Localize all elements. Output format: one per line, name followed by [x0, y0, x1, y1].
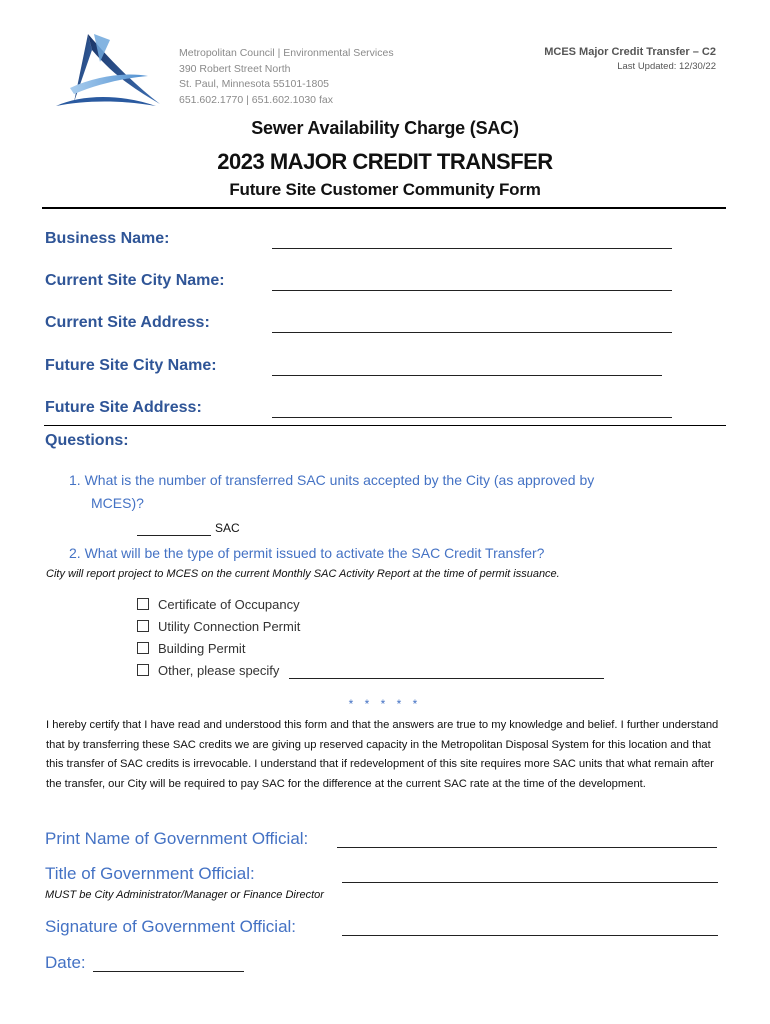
org-phone-line: 651.602.1770 | 651.602.1030 fax [179, 93, 333, 106]
checkbox[interactable] [137, 642, 149, 654]
page-title: 2023 MAJOR CREDIT TRANSFER [217, 149, 553, 174]
option-label: Other, please specify [158, 663, 280, 678]
date-field[interactable] [93, 971, 244, 972]
document-id-block [544, 46, 716, 72]
date-label: Date: [45, 953, 86, 972]
questions-heading: Questions: [45, 432, 129, 449]
form-id: MCES Major Credit Transfer – C2 [544, 46, 716, 58]
org-city-line: St. Paul, Minnesota 55101-1805 [179, 78, 330, 90]
organization-address-block [179, 46, 394, 108]
current-site-city-label: Current Site City Name: [45, 272, 225, 289]
metropolitan-council-logo [52, 32, 164, 110]
org-street-line: 390 Robert Street North [179, 62, 291, 75]
official-title-field[interactable] [342, 882, 718, 883]
checkbox[interactable] [137, 664, 149, 676]
print-name-field[interactable] [337, 847, 717, 848]
option-label: Building Permit [158, 641, 246, 656]
last-updated: Last Updated: 12/30/22 [617, 61, 716, 72]
option-utility-connection-permit[interactable] [137, 619, 300, 634]
sac-units-field[interactable] [137, 535, 211, 536]
other-specify-field[interactable] [289, 678, 604, 679]
option-building-permit[interactable] [137, 641, 245, 656]
sac-unit-label: SAC [215, 521, 240, 535]
signature-label: Signature of Government Official: [45, 917, 297, 936]
question-2: 2. What will be the type of permit issued to activate the SAC Credit Transfer? [69, 545, 545, 561]
business-name-field[interactable] [272, 248, 672, 249]
business-name-label: Business Name: [45, 230, 170, 247]
current-site-address-field[interactable] [272, 332, 672, 333]
current-site-city-field[interactable] [272, 290, 672, 291]
section-separator: * * * * * [348, 697, 422, 711]
checkbox[interactable] [137, 598, 149, 610]
official-title-label: Title of Government Official: [45, 864, 255, 883]
option-label: Certificate of Occupancy [158, 597, 300, 612]
option-other[interactable] [137, 663, 279, 678]
future-site-city-label: Future Site City Name: [45, 357, 217, 374]
org-name-line: Metropolitan Council | Environmental Services [179, 47, 394, 59]
top-divider [42, 207, 726, 209]
certification-statement: I hereby certify that I have read and understood this form and that the answers are true to my knowledge and belief. I further understand that by transferring these SAC credits we are giving up reserved capacity in the Metropolitan Disposal System for this location and that this transfer of SAC credits is irrevocable. I understand that if redevelopment of this site requires more SAC units that what remain after the transfer, our City will be required to pay SAC for the difference at the current SAC rate at the time of the development. [46, 719, 719, 790]
question-1-continued: MCES)? [91, 495, 144, 511]
current-site-address-label: Current Site Address: [45, 314, 210, 331]
option-label: Utility Connection Permit [158, 619, 301, 634]
future-site-address-label: Future Site Address: [45, 399, 202, 416]
future-site-address-field[interactable] [272, 417, 672, 418]
form-subtitle: Future Site Customer Community Form [229, 180, 541, 199]
fields-divider [44, 425, 726, 426]
future-site-city-field[interactable] [272, 375, 662, 376]
signature-field[interactable] [342, 935, 718, 936]
permit-note: City will report project to MCES on the current Monthly SAC Activity Report at the time of permit issuance. [46, 568, 560, 580]
title-requirement-note: MUST be City Administrator/Manager or Finance Director [45, 889, 324, 901]
print-name-label: Print Name of Government Official: [45, 829, 309, 848]
question-1: 1. What is the number of transferred SAC units accepted by the City (as approved by [69, 472, 595, 488]
checkbox[interactable] [137, 620, 149, 632]
option-certificate-of-occupancy[interactable] [137, 597, 300, 612]
program-title: Sewer Availability Charge (SAC) [251, 118, 519, 138]
